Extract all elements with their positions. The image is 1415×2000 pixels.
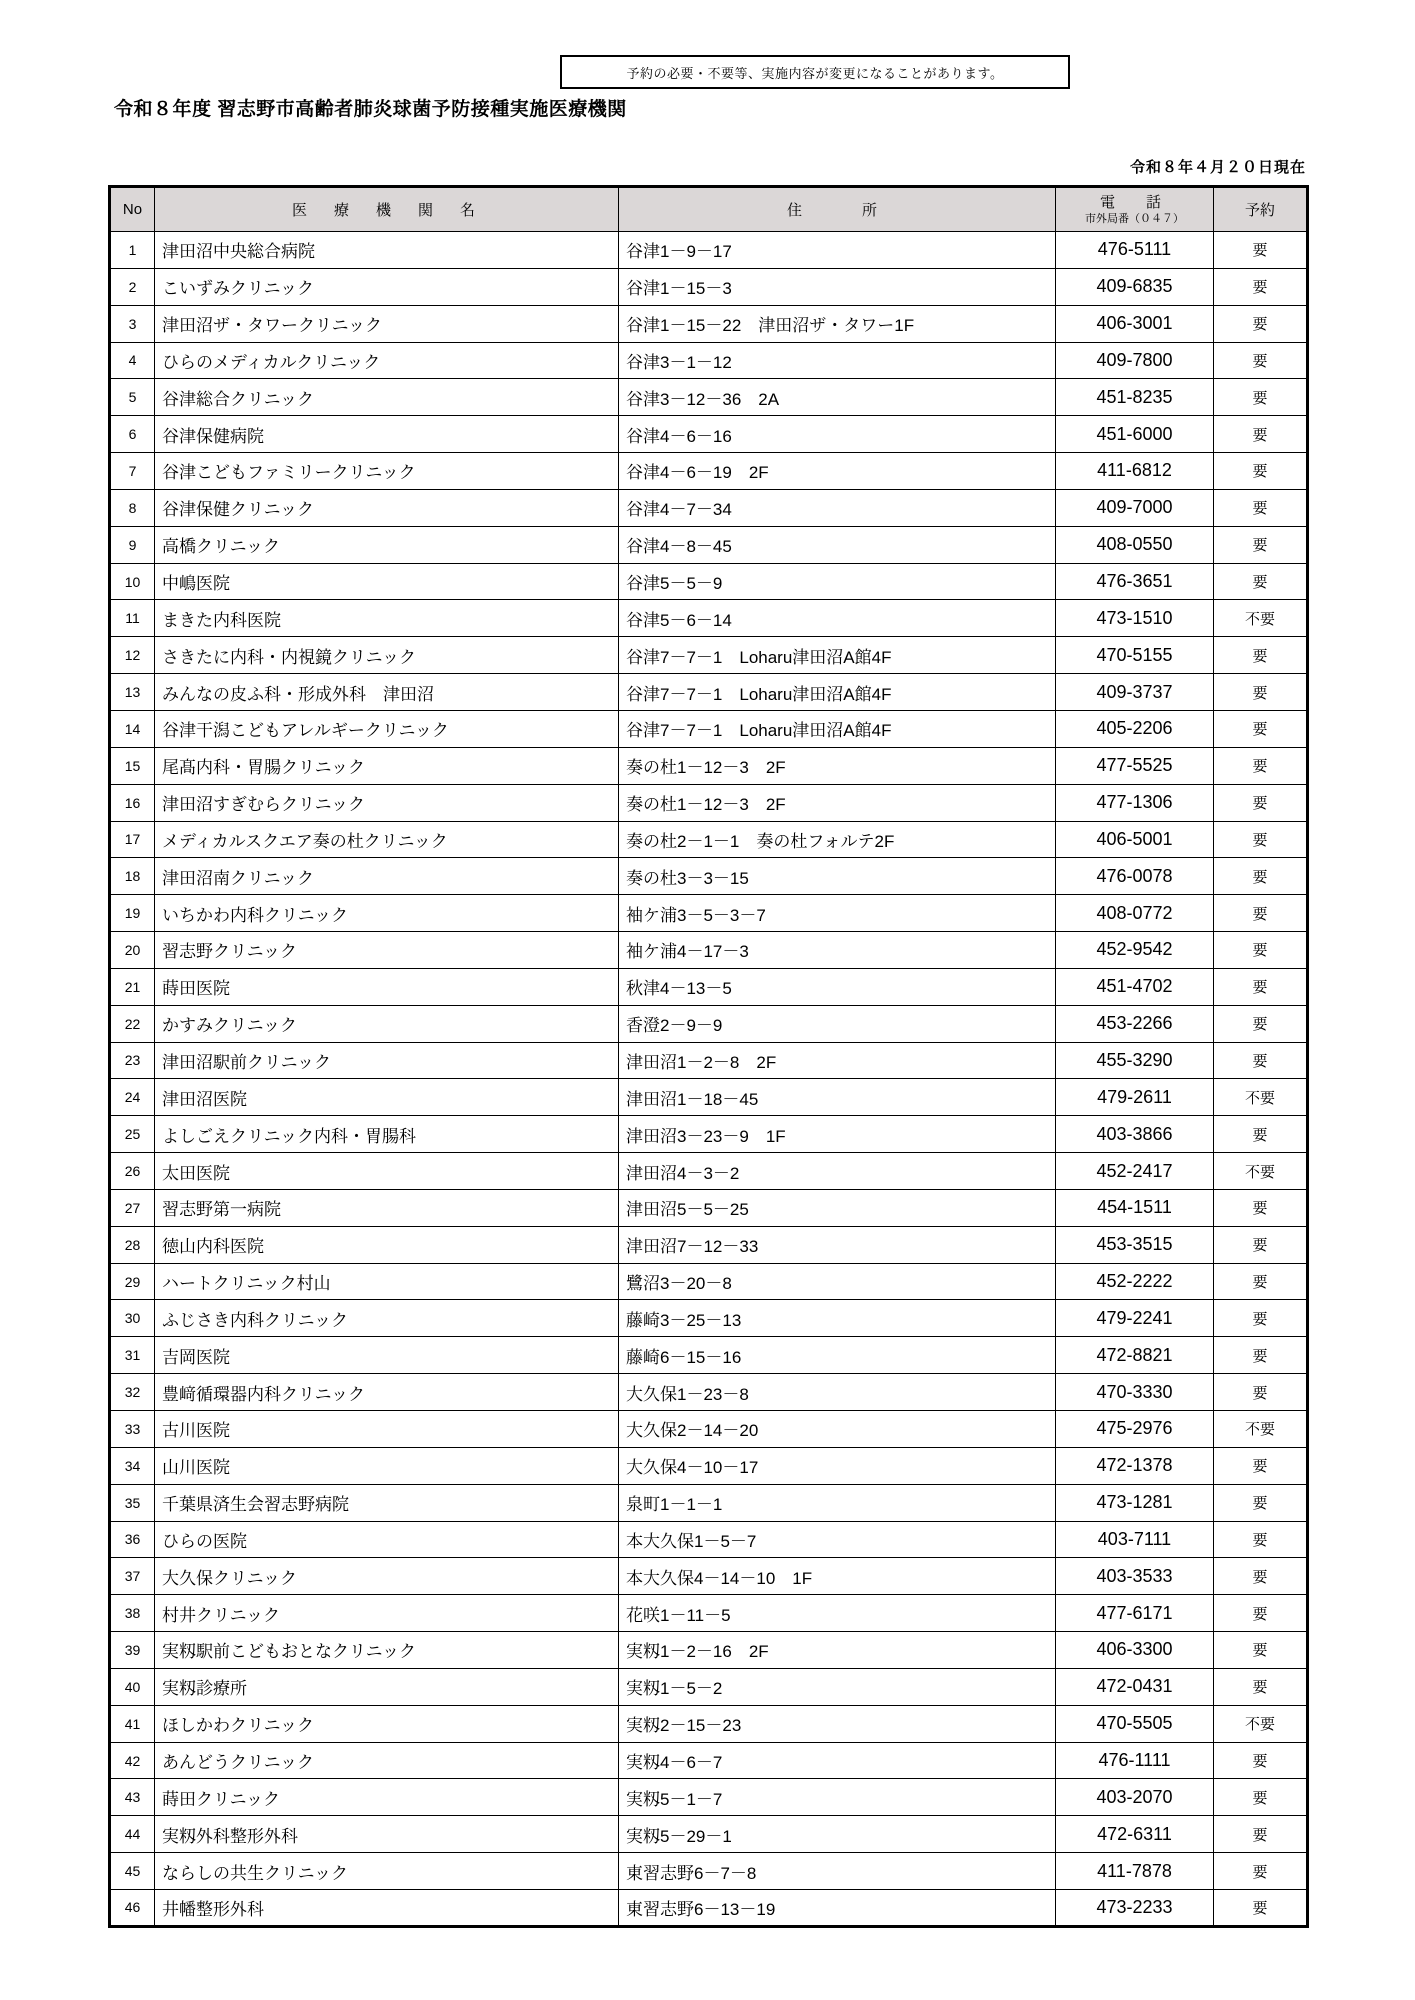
cell-address: 津田沼4－3－2 xyxy=(619,1153,1056,1190)
cell-name: 実籾診療所 xyxy=(155,1668,619,1705)
cell-name: 中嶋医院 xyxy=(155,563,619,600)
cell-name: ひらのメディカルクリニック xyxy=(155,342,619,379)
cell-phone: 453-2266 xyxy=(1056,1005,1214,1042)
cell-reservation: 不要 xyxy=(1214,600,1308,637)
table-row xyxy=(110,1484,1308,1521)
cell-phone: 472-8821 xyxy=(1056,1337,1214,1374)
cell-phone: 477-5525 xyxy=(1056,747,1214,784)
cell-no: 9 xyxy=(110,526,155,563)
cell-phone: 476-5111 xyxy=(1056,232,1214,269)
cell-address: 津田沼7－12－33 xyxy=(619,1226,1056,1263)
cell-no: 32 xyxy=(110,1374,155,1411)
cell-no: 3 xyxy=(110,305,155,342)
cell-phone: 476-1111 xyxy=(1056,1742,1214,1779)
cell-address: 秋津4－13－5 xyxy=(619,968,1056,1005)
table-row xyxy=(110,637,1308,674)
cell-phone: 477-6171 xyxy=(1056,1595,1214,1632)
cell-no: 35 xyxy=(110,1484,155,1521)
table-body xyxy=(110,232,1308,1927)
cell-no: 14 xyxy=(110,710,155,747)
table-row xyxy=(110,1816,1308,1853)
cell-reservation: 要 xyxy=(1214,1226,1308,1263)
cell-reservation: 要 xyxy=(1214,526,1308,563)
cell-reservation: 不要 xyxy=(1214,1705,1308,1742)
table-row xyxy=(110,1668,1308,1705)
cell-phone: 472-0431 xyxy=(1056,1668,1214,1705)
cell-address: 谷津7－7－1 Loharu津田沼A館4F xyxy=(619,637,1056,674)
cell-no: 28 xyxy=(110,1226,155,1263)
cell-reservation: 要 xyxy=(1214,710,1308,747)
cell-no: 22 xyxy=(110,1005,155,1042)
cell-no: 19 xyxy=(110,895,155,932)
table-row xyxy=(110,1300,1308,1337)
cell-phone: 406-3001 xyxy=(1056,305,1214,342)
cell-address: 大久保2－14－20 xyxy=(619,1411,1056,1448)
cell-reservation: 要 xyxy=(1214,1300,1308,1337)
cell-no: 38 xyxy=(110,1595,155,1632)
table-row xyxy=(110,1189,1308,1226)
table-row xyxy=(110,968,1308,1005)
header-no: No xyxy=(110,187,155,232)
cell-reservation: 要 xyxy=(1214,1779,1308,1816)
cell-reservation: 要 xyxy=(1214,268,1308,305)
cell-reservation: 要 xyxy=(1214,784,1308,821)
cell-reservation: 要 xyxy=(1214,1742,1308,1779)
table-row xyxy=(110,1595,1308,1632)
cell-name: ならしの共生クリニック xyxy=(155,1853,619,1890)
cell-no: 26 xyxy=(110,1153,155,1190)
cell-name: さきたに内科・内視鏡クリニック xyxy=(155,637,619,674)
table-row xyxy=(110,268,1308,305)
cell-no: 27 xyxy=(110,1189,155,1226)
cell-address: 谷津3－12－36 2A xyxy=(619,379,1056,416)
cell-address: 泉町1－1－1 xyxy=(619,1484,1056,1521)
cell-no: 2 xyxy=(110,268,155,305)
cell-no: 20 xyxy=(110,932,155,969)
table-row xyxy=(110,342,1308,379)
cell-reservation: 要 xyxy=(1214,1374,1308,1411)
cell-name: ほしかわクリニック xyxy=(155,1705,619,1742)
cell-reservation: 要 xyxy=(1214,379,1308,416)
cell-no: 42 xyxy=(110,1742,155,1779)
header-phone-area-code: 市外局番（０４７） xyxy=(1085,212,1184,225)
cell-no: 33 xyxy=(110,1411,155,1448)
table-row xyxy=(110,1853,1308,1890)
cell-no: 6 xyxy=(110,416,155,453)
cell-name: ふじさき内科クリニック xyxy=(155,1300,619,1337)
cell-phone: 408-0550 xyxy=(1056,526,1214,563)
cell-reservation: 要 xyxy=(1214,674,1308,711)
table-row xyxy=(110,1116,1308,1153)
cell-phone: 476-0078 xyxy=(1056,858,1214,895)
cell-reservation: 要 xyxy=(1214,821,1308,858)
cell-phone: 452-2417 xyxy=(1056,1153,1214,1190)
cell-address: 谷津1－15－3 xyxy=(619,268,1056,305)
cell-name: 村井クリニック xyxy=(155,1595,619,1632)
table-row xyxy=(110,674,1308,711)
cell-no: 5 xyxy=(110,379,155,416)
table-row xyxy=(110,526,1308,563)
cell-reservation: 要 xyxy=(1214,1042,1308,1079)
cell-address: 谷津7－7－1 Loharu津田沼A館4F xyxy=(619,674,1056,711)
cell-name: 谷津総合クリニック xyxy=(155,379,619,416)
cell-no: 12 xyxy=(110,637,155,674)
header-medical-institution-name: 医 療 機 関 名 xyxy=(155,187,619,232)
cell-phone: 473-1510 xyxy=(1056,600,1214,637)
cell-address: 袖ケ浦4－17－3 xyxy=(619,932,1056,969)
header-phone xyxy=(1056,187,1214,232)
table-row xyxy=(110,1447,1308,1484)
table-row xyxy=(110,1226,1308,1263)
cell-no: 31 xyxy=(110,1337,155,1374)
cell-no: 37 xyxy=(110,1558,155,1595)
cell-name: 津田沼駅前クリニック xyxy=(155,1042,619,1079)
cell-address: 大久保1－23－8 xyxy=(619,1374,1056,1411)
table-row xyxy=(110,1005,1308,1042)
cell-no: 17 xyxy=(110,821,155,858)
cell-reservation: 要 xyxy=(1214,1116,1308,1153)
notice-text: 予約の必要・不要等、実施内容が変更になることがあります。 xyxy=(626,65,1004,81)
table-row xyxy=(110,747,1308,784)
table-row xyxy=(110,1079,1308,1116)
cell-address: 奏の杜1－12－3 2F xyxy=(619,784,1056,821)
cell-no: 21 xyxy=(110,968,155,1005)
cell-phone: 454-1511 xyxy=(1056,1189,1214,1226)
cell-name: 千葉県済生会習志野病院 xyxy=(155,1484,619,1521)
cell-no: 15 xyxy=(110,747,155,784)
cell-no: 8 xyxy=(110,489,155,526)
cell-no: 16 xyxy=(110,784,155,821)
cell-address: 奏の杜3－3－15 xyxy=(619,858,1056,895)
table-row xyxy=(110,858,1308,895)
cell-name: 習志野第一病院 xyxy=(155,1189,619,1226)
cell-no: 1 xyxy=(110,232,155,269)
header-reservation: 予約 xyxy=(1214,187,1308,232)
cell-name: いちかわ内科クリニック xyxy=(155,895,619,932)
cell-reservation: 要 xyxy=(1214,563,1308,600)
cell-reservation: 要 xyxy=(1214,1889,1308,1926)
cell-address: 藤崎6－15－16 xyxy=(619,1337,1056,1374)
table-row xyxy=(110,1742,1308,1779)
table-row xyxy=(110,416,1308,453)
cell-address: 谷津7－7－1 Loharu津田沼A館4F xyxy=(619,710,1056,747)
cell-address: 本大久保1－5－7 xyxy=(619,1521,1056,1558)
cell-address: 実籾5－29－1 xyxy=(619,1816,1056,1853)
cell-reservation: 要 xyxy=(1214,1484,1308,1521)
cell-address: 津田沼1－2－8 2F xyxy=(619,1042,1056,1079)
cell-name: 谷津保健クリニック xyxy=(155,489,619,526)
cell-phone: 403-2070 xyxy=(1056,1779,1214,1816)
cell-name: 徳山内科医院 xyxy=(155,1226,619,1263)
cell-name: 山川医院 xyxy=(155,1447,619,1484)
cell-name: 谷津こどもファミリークリニック xyxy=(155,453,619,490)
cell-reservation: 不要 xyxy=(1214,1079,1308,1116)
cell-reservation: 不要 xyxy=(1214,1153,1308,1190)
cell-no: 13 xyxy=(110,674,155,711)
cell-address: 奏の杜1－12－3 2F xyxy=(619,747,1056,784)
cell-reservation: 要 xyxy=(1214,1521,1308,1558)
cell-phone: 479-2241 xyxy=(1056,1300,1214,1337)
cell-reservation: 要 xyxy=(1214,1263,1308,1300)
cell-phone: 405-2206 xyxy=(1056,710,1214,747)
cell-address: 谷津4－7－34 xyxy=(619,489,1056,526)
cell-name: まきた内科医院 xyxy=(155,600,619,637)
cell-name: 大久保クリニック xyxy=(155,1558,619,1595)
cell-phone: 453-3515 xyxy=(1056,1226,1214,1263)
cell-address: 谷津4－6－19 2F xyxy=(619,453,1056,490)
table-row xyxy=(110,1632,1308,1669)
cell-name: 尾髙内科・胃腸クリニック xyxy=(155,747,619,784)
cell-address: 奏の杜2－1－1 奏の杜フォルテ2F xyxy=(619,821,1056,858)
table-row xyxy=(110,710,1308,747)
cell-address: 実籾2－15－23 xyxy=(619,1705,1056,1742)
cell-reservation: 要 xyxy=(1214,1337,1308,1374)
table-row xyxy=(110,932,1308,969)
cell-phone: 409-3737 xyxy=(1056,674,1214,711)
table-row xyxy=(110,379,1308,416)
cell-no: 30 xyxy=(110,1300,155,1337)
cell-name: メディカルスクエア奏の杜クリニック xyxy=(155,821,619,858)
cell-reservation: 要 xyxy=(1214,1558,1308,1595)
cell-address: 実籾1－5－2 xyxy=(619,1668,1056,1705)
page-title: 令和８年度 習志野市高齢者肺炎球菌予防接種実施医療機関 xyxy=(114,99,627,120)
cell-phone: 470-3330 xyxy=(1056,1374,1214,1411)
table-row xyxy=(110,232,1308,269)
cell-reservation: 要 xyxy=(1214,1005,1308,1042)
cell-phone: 455-3290 xyxy=(1056,1042,1214,1079)
cell-reservation: 要 xyxy=(1214,232,1308,269)
header-address: 住 所 xyxy=(619,187,1056,232)
cell-phone: 403-3866 xyxy=(1056,1116,1214,1153)
cell-reservation: 要 xyxy=(1214,858,1308,895)
table-row xyxy=(110,1705,1308,1742)
cell-no: 40 xyxy=(110,1668,155,1705)
table-row xyxy=(110,1042,1308,1079)
cell-name: 習志野クリニック xyxy=(155,932,619,969)
cell-phone: 475-2976 xyxy=(1056,1411,1214,1448)
cell-no: 25 xyxy=(110,1116,155,1153)
cell-name: 津田沼中央総合病院 xyxy=(155,232,619,269)
clinic-table xyxy=(108,185,1309,1928)
table-row xyxy=(110,1779,1308,1816)
cell-no: 43 xyxy=(110,1779,155,1816)
cell-name: 津田沼ザ・タワークリニック xyxy=(155,305,619,342)
cell-reservation: 要 xyxy=(1214,1853,1308,1890)
cell-phone: 451-4702 xyxy=(1056,968,1214,1005)
cell-reservation: 要 xyxy=(1214,895,1308,932)
cell-phone: 411-7878 xyxy=(1056,1853,1214,1890)
cell-no: 36 xyxy=(110,1521,155,1558)
table-row xyxy=(110,784,1308,821)
cell-name: 津田沼医院 xyxy=(155,1079,619,1116)
cell-name: 谷津保健病院 xyxy=(155,416,619,453)
table-row xyxy=(110,1337,1308,1374)
cell-address: 谷津1－15－22 津田沼ザ・タワー1F xyxy=(619,305,1056,342)
cell-address: 袖ケ浦3－5－3－7 xyxy=(619,895,1056,932)
cell-address: 谷津4－8－45 xyxy=(619,526,1056,563)
cell-address: 香澄2－9－9 xyxy=(619,1005,1056,1042)
cell-no: 44 xyxy=(110,1816,155,1853)
table-header xyxy=(110,187,1308,232)
cell-phone: 470-5155 xyxy=(1056,637,1214,674)
cell-phone: 476-3651 xyxy=(1056,563,1214,600)
cell-name: 津田沼すぎむらクリニック xyxy=(155,784,619,821)
table-row xyxy=(110,305,1308,342)
notice-box xyxy=(560,55,1070,89)
cell-phone: 406-5001 xyxy=(1056,821,1214,858)
cell-phone: 452-9542 xyxy=(1056,932,1214,969)
cell-name: 津田沼南クリニック xyxy=(155,858,619,895)
cell-name: かすみクリニック xyxy=(155,1005,619,1042)
cell-phone: 406-3300 xyxy=(1056,1632,1214,1669)
cell-address: 実籾4－6－7 xyxy=(619,1742,1056,1779)
cell-name: あんどうクリニック xyxy=(155,1742,619,1779)
table-row xyxy=(110,1521,1308,1558)
table-row xyxy=(110,1374,1308,1411)
cell-phone: 409-7000 xyxy=(1056,489,1214,526)
cell-phone: 452-2222 xyxy=(1056,1263,1214,1300)
cell-reservation: 不要 xyxy=(1214,1411,1308,1448)
table-row xyxy=(110,1889,1308,1926)
cell-phone: 479-2611 xyxy=(1056,1079,1214,1116)
cell-reservation: 要 xyxy=(1214,1632,1308,1669)
table-row xyxy=(110,895,1308,932)
cell-address: 藤崎3－25－13 xyxy=(619,1300,1056,1337)
table-row xyxy=(110,1153,1308,1190)
cell-name: 高橋クリニック xyxy=(155,526,619,563)
cell-name: ハートクリニック村山 xyxy=(155,1263,619,1300)
cell-phone: 403-7111 xyxy=(1056,1521,1214,1558)
cell-name: 豊﨑循環器内科クリニック xyxy=(155,1374,619,1411)
cell-no: 10 xyxy=(110,563,155,600)
cell-no: 23 xyxy=(110,1042,155,1079)
cell-no: 18 xyxy=(110,858,155,895)
cell-address: 谷津3－1－12 xyxy=(619,342,1056,379)
cell-name: 吉岡医院 xyxy=(155,1337,619,1374)
table-row xyxy=(110,563,1308,600)
cell-address: 谷津5－5－9 xyxy=(619,563,1056,600)
cell-name: みんなの皮ふ科・形成外科 津田沼 xyxy=(155,674,619,711)
cell-no: 39 xyxy=(110,1632,155,1669)
cell-no: 24 xyxy=(110,1079,155,1116)
cell-reservation: 要 xyxy=(1214,1189,1308,1226)
cell-name: 谷津干潟こどもアレルギークリニック xyxy=(155,710,619,747)
table-row xyxy=(110,489,1308,526)
table-row xyxy=(110,821,1308,858)
cell-reservation: 要 xyxy=(1214,637,1308,674)
cell-name: 実籾外科整形外科 xyxy=(155,1816,619,1853)
cell-address: 谷津4－6－16 xyxy=(619,416,1056,453)
cell-name: こいずみクリニック xyxy=(155,268,619,305)
cell-phone: 411-6812 xyxy=(1056,453,1214,490)
cell-name: 実籾駅前こどもおとなクリニック xyxy=(155,1632,619,1669)
cell-reservation: 要 xyxy=(1214,453,1308,490)
cell-address: 大久保4－10－17 xyxy=(619,1447,1056,1484)
cell-no: 11 xyxy=(110,600,155,637)
cell-name: よしごえクリニック内科・胃腸科 xyxy=(155,1116,619,1153)
cell-reservation: 要 xyxy=(1214,968,1308,1005)
cell-no: 7 xyxy=(110,453,155,490)
cell-reservation: 要 xyxy=(1214,1447,1308,1484)
table-row xyxy=(110,1411,1308,1448)
table-row xyxy=(110,1558,1308,1595)
cell-reservation: 要 xyxy=(1214,489,1308,526)
cell-phone: 408-0772 xyxy=(1056,895,1214,932)
cell-phone: 409-6835 xyxy=(1056,268,1214,305)
cell-reservation: 要 xyxy=(1214,747,1308,784)
cell-address: 津田沼1－18－45 xyxy=(619,1079,1056,1116)
cell-reservation: 要 xyxy=(1214,1816,1308,1853)
cell-reservation: 要 xyxy=(1214,1595,1308,1632)
cell-name: 古川医院 xyxy=(155,1411,619,1448)
cell-address: 花咲1－11－5 xyxy=(619,1595,1056,1632)
table-row xyxy=(110,453,1308,490)
cell-reservation: 要 xyxy=(1214,416,1308,453)
cell-phone: 477-1306 xyxy=(1056,784,1214,821)
cell-address: 東習志野6－13－19 xyxy=(619,1889,1056,1926)
cell-address: 東習志野6－7－8 xyxy=(619,1853,1056,1890)
cell-reservation: 要 xyxy=(1214,342,1308,379)
cell-no: 4 xyxy=(110,342,155,379)
cell-address: 谷津1－9－17 xyxy=(619,232,1056,269)
cell-no: 45 xyxy=(110,1853,155,1890)
cell-phone: 473-1281 xyxy=(1056,1484,1214,1521)
cell-address: 鷺沼3－20－8 xyxy=(619,1263,1056,1300)
cell-name: ひらの医院 xyxy=(155,1521,619,1558)
cell-name: 蒔田クリニック xyxy=(155,1779,619,1816)
cell-reservation: 要 xyxy=(1214,305,1308,342)
cell-address: 実籾1－2－16 2F xyxy=(619,1632,1056,1669)
cell-reservation: 要 xyxy=(1214,932,1308,969)
cell-name: 蒔田医院 xyxy=(155,968,619,1005)
cell-phone: 409-7800 xyxy=(1056,342,1214,379)
cell-reservation: 要 xyxy=(1214,1668,1308,1705)
cell-phone: 403-3533 xyxy=(1056,1558,1214,1595)
cell-phone: 472-1378 xyxy=(1056,1447,1214,1484)
cell-address: 津田沼5－5－25 xyxy=(619,1189,1056,1226)
cell-name: 太田医院 xyxy=(155,1153,619,1190)
cell-phone: 451-6000 xyxy=(1056,416,1214,453)
cell-address: 本大久保4－14－10 1F xyxy=(619,1558,1056,1595)
cell-no: 46 xyxy=(110,1889,155,1926)
cell-address: 谷津5－6－14 xyxy=(619,600,1056,637)
header-row xyxy=(110,187,1308,232)
table-row xyxy=(110,1263,1308,1300)
cell-name: 井幡整形外科 xyxy=(155,1889,619,1926)
table-row xyxy=(110,600,1308,637)
cell-no: 29 xyxy=(110,1263,155,1300)
cell-address: 津田沼3－23－9 1F xyxy=(619,1116,1056,1153)
cell-phone: 472-6311 xyxy=(1056,1816,1214,1853)
cell-address: 実籾5－1－7 xyxy=(619,1779,1056,1816)
cell-phone: 473-2233 xyxy=(1056,1889,1214,1926)
as-of-date: 令和８年４月２０日現在 xyxy=(1129,159,1306,176)
cell-no: 34 xyxy=(110,1447,155,1484)
cell-phone: 451-8235 xyxy=(1056,379,1214,416)
cell-phone: 470-5505 xyxy=(1056,1705,1214,1742)
header-phone-label: 電 話 xyxy=(1099,194,1169,212)
cell-no: 41 xyxy=(110,1705,155,1742)
